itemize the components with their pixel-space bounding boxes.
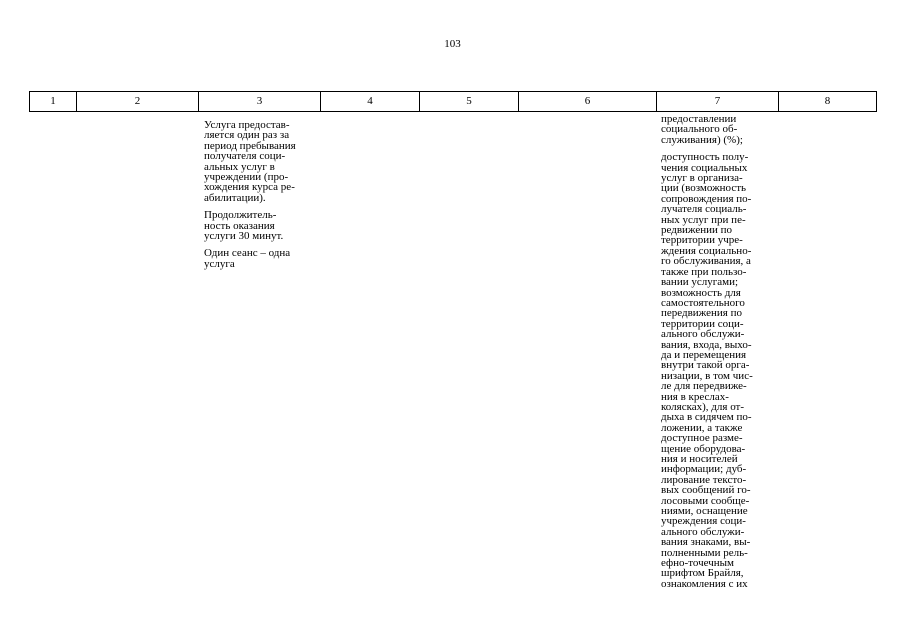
col3-line: услуги 30 минут. <box>204 230 284 243</box>
col7-line: ального обслужи- <box>661 525 745 538</box>
col3-line: Один сеанс – одна <box>204 247 291 260</box>
col3-line: учреждении (про- <box>204 171 289 184</box>
col7-line: ции (возможность <box>661 182 747 195</box>
col3-line: период пребывания <box>204 139 296 152</box>
col7-line: услуг в организа- <box>661 172 743 185</box>
col7-line: низации, в том чис- <box>661 369 753 382</box>
col7-line: ния в креслах- <box>661 390 729 403</box>
col7-line: ле для передвиже- <box>661 380 747 393</box>
col7-line: ждения социально- <box>661 244 752 257</box>
col7-line: вых сообщений го- <box>661 484 751 497</box>
col3-line: альных услуг в <box>204 160 275 173</box>
header-col-5: 5 <box>420 92 519 111</box>
header-col-8: 8 <box>824 95 831 107</box>
col7-line: территории учре- <box>661 234 743 247</box>
col7-line: возможность для <box>661 286 741 299</box>
col3-line: абилитации). <box>204 191 266 204</box>
header-col-2: 2 <box>77 92 199 111</box>
col3-line: хождения курса ре- <box>204 181 295 194</box>
col7-line: редвижении по <box>661 224 733 237</box>
col7-line: территории соци- <box>661 317 744 330</box>
col7-line: учреждения соци- <box>661 515 746 528</box>
col7-line: вания знаками, вы- <box>661 536 751 549</box>
col7-line: доступность полу- <box>661 151 749 164</box>
header-col-4: 4 <box>321 92 420 111</box>
col7-line: также при пользо- <box>661 265 747 278</box>
header-col-1: 1 <box>30 92 77 111</box>
col7-line: ных услуг при пе- <box>661 213 746 226</box>
col7-line: ального обслужи- <box>661 328 745 341</box>
col3-line: Услуга предостав- <box>204 119 290 131</box>
col7-line: ложении, а также <box>661 421 743 434</box>
page-number: 103 <box>444 38 461 50</box>
col7-line: сопровождения по- <box>661 192 752 205</box>
col7-line: лучателя социаль- <box>661 203 747 216</box>
col7-line: чения социальных <box>661 161 748 174</box>
col3-line: услуга <box>204 257 235 270</box>
col7-line: информации; дуб- <box>661 463 747 476</box>
col7-line: колясках), для от- <box>661 400 745 413</box>
col7-cell-text <box>661 114 773 608</box>
col7-line: социального об- <box>661 123 738 136</box>
col7-paragraph <box>661 152 773 589</box>
col7-line: доступное разме- <box>661 432 743 445</box>
col7-line: шрифтом Брайля, <box>661 567 744 580</box>
col7-line: лирование тексто- <box>661 473 747 486</box>
table-header-row <box>29 91 877 112</box>
col7-line: щение оборудова- <box>661 442 746 455</box>
col7-line: лосовыми сообще- <box>661 494 750 507</box>
col7-line: предоставлении <box>661 114 737 125</box>
col7-line: да и перемещения <box>661 348 747 361</box>
header-col-3: 3 <box>199 92 321 111</box>
col7-line: передвижения по <box>661 307 742 320</box>
col7-line: ния и носителей <box>661 453 738 465</box>
col7-line: ознакомления с их <box>661 577 748 590</box>
col3-line: ность оказания <box>204 219 275 232</box>
col3-paragraph <box>204 248 316 269</box>
col7-line: вании услугами; <box>661 276 739 289</box>
header-col-6: 6 <box>519 92 657 111</box>
col7-line: внутри такой орга- <box>661 359 750 372</box>
col3-line: получателя соци- <box>204 150 286 163</box>
col7-line: го обслуживания, а <box>661 255 751 268</box>
col7-paragraph <box>661 114 773 145</box>
col3-paragraph <box>204 120 316 203</box>
col3-line: ляется один раз за <box>204 129 290 142</box>
col3-paragraph <box>204 210 316 241</box>
col3-cell-text <box>204 120 316 276</box>
col7-line: вания, входа, выхо- <box>661 338 752 351</box>
col7-line: ефно-точечным <box>661 557 734 570</box>
col7-line: служивания) (%); <box>661 133 743 146</box>
col7-line: самостоятельного <box>661 296 745 309</box>
header-col-7: 7 <box>657 92 779 111</box>
col7-line: полненными рель- <box>661 546 748 559</box>
col7-line: дыха в сидячем по- <box>661 411 752 424</box>
col7-line: ниями, оснащение <box>661 505 748 518</box>
col3-line: Продолжитель- <box>204 209 277 222</box>
